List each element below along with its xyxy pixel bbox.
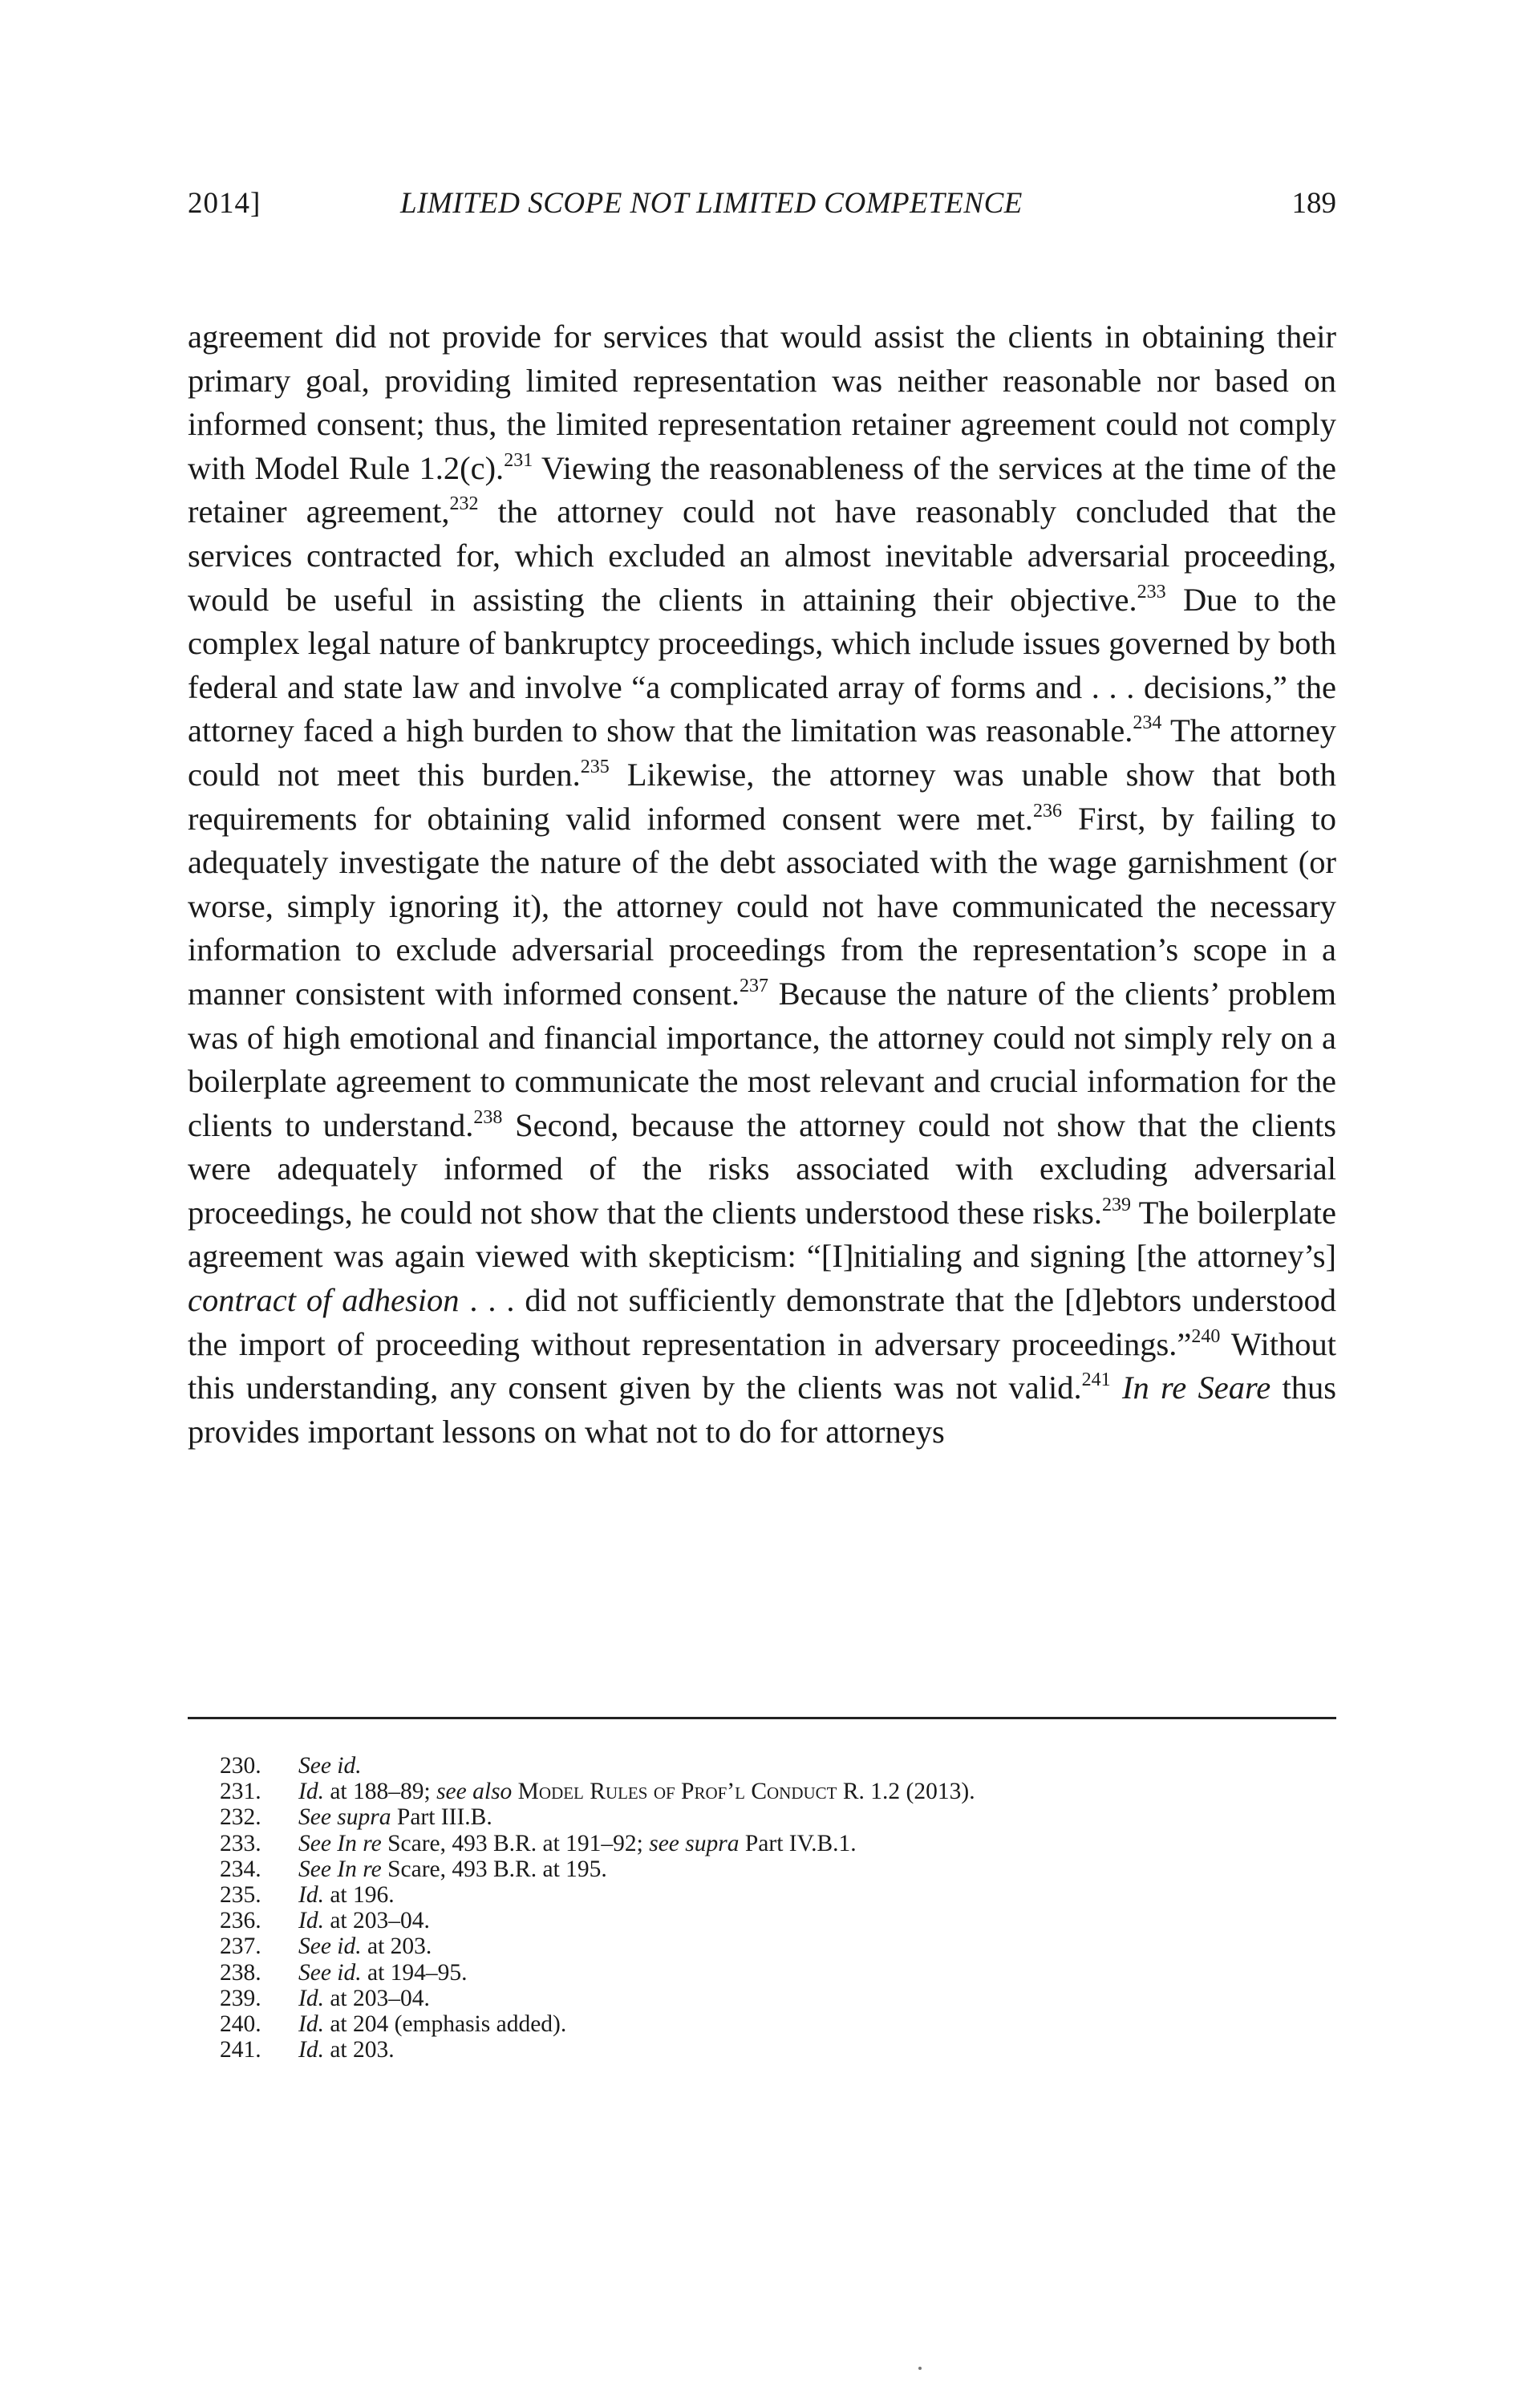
citation-text: R. 1.2 (2013). (837, 1779, 975, 1805)
citation-text: at 203–04. (323, 1985, 430, 2011)
footnote-ref: 233 (1137, 581, 1166, 603)
body-text-run: Because the nature of the clients’ problem was of high emotional and financial importance, the attorney could not simply rely on a boilerplate agreement to communicate the most relevant and crucial information for the clients to understand. (188, 975, 1337, 1143)
header-title (400, 186, 1023, 221)
footnote-item (188, 1831, 1336, 1856)
citation-italic: See id. (298, 1753, 362, 1779)
citation-italic: See id. (298, 1933, 362, 1960)
footnote-text (298, 1960, 468, 1986)
footnote-item (188, 1804, 1336, 1830)
footnote-number: 232. (220, 1804, 261, 1831)
page-speck (918, 2367, 922, 2370)
footnote-text (298, 1856, 607, 1882)
footnote-ref: 232 (449, 493, 479, 515)
footnote-number: 234. (220, 1856, 261, 1882)
footnote-ref: 236 (1033, 800, 1063, 822)
body-text-run: Likewise, the attorney was unable show that both requirements for obtaining valid informed consent were met. (188, 756, 1336, 837)
body-text-run (1111, 1369, 1122, 1406)
footnote-ref: 231 (504, 449, 533, 471)
footnote-text (298, 1908, 430, 1933)
footnotes (188, 1753, 1336, 2063)
footnote-text (298, 1933, 432, 1959)
body-text-run: the attorney could not have reasonably concluded that the services contracted for, which excluded an almost inevitable adversarial proceeding, would be useful in assisting the clients in attaining their objective. (188, 493, 1336, 618)
citation-italic: See id. (298, 1959, 362, 1986)
italic-text: In re Seare (1121, 1369, 1271, 1406)
footnote-ref: 235 (580, 756, 610, 777)
footnote-number: 240. (220, 2010, 261, 2037)
footnote-number: 230. (220, 1753, 261, 1779)
body-text-run: Second, because the attorney could not show that the clients were adequately informed of the risks associated with excluding adversarial proceedings, he could not show that the clients understood these risks. (188, 1106, 1336, 1231)
body-text-run: agreement did not provide for services that would assist the clients in obtaining their primary goal, providing limited representation was neither reasonable nor based on informed consent; thus, the limited representation retainer agreement could not comply with Model Rule 1.2(c). (188, 319, 1336, 486)
footnote-number: 238. (220, 1959, 261, 1986)
running-header (188, 186, 1336, 234)
footnote-number: 236. (220, 1908, 261, 1934)
footnote-ref: 237 (740, 975, 769, 996)
body-text-run: Viewing the reasonableness of the services at the time of the retainer agreement, (188, 449, 1337, 530)
citation-text: at 203. (323, 2037, 395, 2063)
footnote-text (298, 1831, 857, 1856)
footnote-text (298, 1779, 975, 1804)
body-text-run: The boilerplate agreement was again viewed with skepticism: “[I]nitialing and signing [the attorney’s] (188, 1194, 1336, 1275)
citation-text: at 204 (emphasis added). (323, 2010, 567, 2037)
footnote-ref: 234 (1133, 712, 1162, 734)
citation-text (512, 1779, 517, 1804)
footnote-ref: 238 (473, 1106, 503, 1128)
citation-text: Part IV.B.1. (739, 1830, 857, 1856)
footnote-text (298, 1882, 395, 1908)
citation-text: Part III.B. (391, 1804, 492, 1831)
citation-italic: see supra (649, 1830, 740, 1856)
header-year: 2014] (188, 187, 261, 220)
citation-italic: See In re (298, 1830, 382, 1856)
footnote-number: 241. (220, 2037, 261, 2063)
citation-italic: see also (436, 1779, 513, 1805)
body-text-run: . . . did not sufficiently demonstrate that the [d]ebtors understood the import of proceeding without representation in adversary proceedings.” (188, 1282, 1336, 1362)
citation-small-caps: Model Rules of Prof’l Conduct (517, 1779, 837, 1805)
citation-italic: See In re (298, 1856, 382, 1882)
footnote-item (188, 2011, 1336, 2037)
footnote-text (298, 1753, 362, 1779)
footnote-item (188, 1986, 1336, 2011)
body-text-run: Without this understanding, any consent given by the clients was not valid. (188, 1325, 1337, 1406)
citation-text: at 196. (323, 1881, 395, 1908)
citation-text: at 203. (361, 1933, 432, 1960)
citation-italic: See supra (298, 1804, 391, 1831)
citation-text: at 194–95. (361, 1959, 468, 1986)
footnote-item (188, 1933, 1336, 1959)
body-text-run: thus provides important lessons on what not to do for attorneys (188, 1369, 1337, 1450)
citation-text: at 203–04. (323, 1908, 430, 1934)
footnote-item (188, 1753, 1336, 1779)
footnote-number: 231. (220, 1779, 261, 1805)
body-text-run: The attorney could not meet this burden. (188, 712, 1336, 793)
italic-text: contract of adhesion (188, 1282, 460, 1319)
citation-italic: Id. (298, 2010, 324, 2037)
citation-text: at 188–89; (323, 1779, 437, 1805)
footnote-ref: 239 (1102, 1194, 1131, 1215)
footnote-text (298, 2011, 566, 2037)
footnote-text (298, 1804, 492, 1830)
citation-text: Scare, 493 B.R. at 191–92; (381, 1830, 650, 1856)
footnote-text (298, 1986, 430, 2011)
footnote-item (188, 1960, 1336, 1986)
footnote-text (298, 2037, 395, 2063)
footnote-item (188, 2037, 1336, 2063)
footnote-number: 237. (220, 1933, 261, 1960)
citation-italic: Id. (298, 1908, 324, 1934)
footnote-divider (188, 1717, 1336, 1719)
footnote-ref: 241 (1081, 1369, 1111, 1391)
footnote-number: 235. (220, 1881, 261, 1908)
footnote-item (188, 1908, 1336, 1933)
citation-italic: Id. (298, 1779, 324, 1805)
citation-italic: Id. (298, 1985, 324, 2011)
footnote-item (188, 1779, 1336, 1804)
citation-italic: Id. (298, 2037, 324, 2063)
citation-text: Scare, 493 B.R. at 195. (381, 1856, 607, 1882)
footnote-item (188, 1856, 1336, 1882)
citation-italic: Id. (298, 1881, 324, 1908)
body-paragraph (188, 315, 1336, 1454)
page-number: 189 (1291, 187, 1336, 220)
body-text-run: First, by failing to adequately investigate the nature of the debt associated with the wage garnishment (or worse, simply ignoring it), the attorney could not have communicated the necessary information to exclude adversarial proceedings from the representation’s scope in a manner consistent with informed consent. (188, 800, 1336, 1012)
footnote-ref: 240 (1191, 1325, 1221, 1347)
footnote-item (188, 1882, 1336, 1908)
footnote-number: 239. (220, 1985, 261, 2011)
footnote-number: 233. (220, 1830, 261, 1856)
body-text-run: Due to the complex legal nature of bankruptcy proceedings, which include issues governed by both federal and state law and involve “a complicated array of forms and . . . decisions,” the attorney faced a high burden to show that the limitation was reasonable. (188, 581, 1336, 749)
header-title-text: LIMITED SCOPE NOT LIMITED COMPETENCE (400, 187, 1023, 220)
